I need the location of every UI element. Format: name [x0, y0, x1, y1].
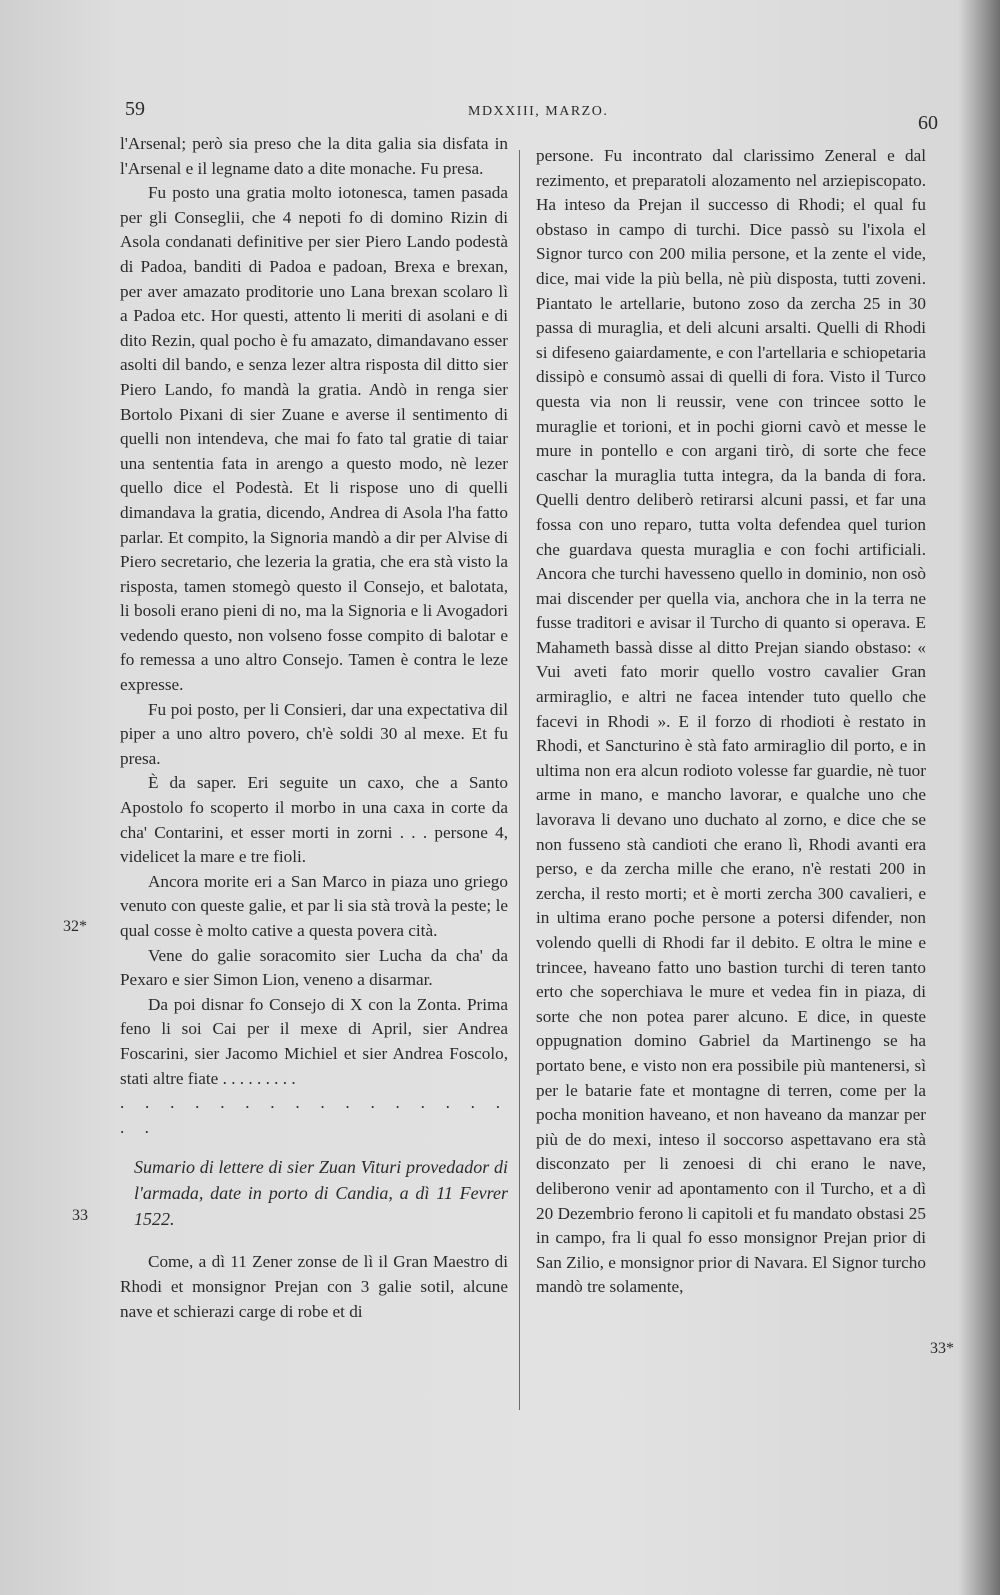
margin-note-33-left: 33: [72, 1207, 88, 1224]
margin-note-32: 32*: [63, 918, 87, 935]
paragraph: È da saper. Eri seguite un caxo, che a Santo Apostolo fo scoperto il morbo in una caxa in corte da cha' Contarini, et esser morti in zorni . . . persone 4, videlicet la mare e tre fioli.: [120, 773, 508, 867]
paragraph: Come, a dì 11 Zener zonse de lì il Gran Maestro di Rhodi et monsignor Prejan con 3 galie sotil, alcune nave et schierazi carge di robe et di: [120, 1252, 508, 1321]
paragraph: Fu poi posto, per li Consieri, dar una expectativa dil piper a uno altro povero, ch'è soldi 30 al mexe. Et fu presa.: [120, 699, 508, 768]
page-number-right: 60: [918, 112, 938, 134]
running-title: MDXXIII, MARZO.: [468, 104, 609, 119]
section-title: Sumario di lettere di sier Zuan Vituri provedador di l'armada, date in porto di Candia, a dì 11 Fevrer 1522.: [134, 1157, 508, 1230]
book-spine-shadow: [958, 0, 1000, 1595]
column-divider: [519, 150, 520, 1410]
ellipsis-line: . . . . . . . . . . . . . . . . . .: [120, 1093, 508, 1137]
right-column: [536, 144, 926, 1300]
paragraph: Da poi disnar fo Consejo di X con la Zonta. Prima feno li soi Cai per il mexe di April, sier Andrea Foscarini, sier Jacomo Michiel et sier Andrea Foscolo, stati altre fiate . . . . . . . . .: [120, 994, 508, 1088]
page-number-left: 59: [125, 98, 145, 120]
paragraph: Fu posto una gratia molto iotonesca, tamen pasada per gli Conseglii, che 4 nepoti fo di domino Rizin di Asola condanati definitive per sier Piero Lando podestà di Padoa, banditi di Padoa e padoan, Brexa e brexan, per aver amazato proditorie uno Lana brexan scolaro lì a Padoa etc. Hor questi, attento li meriti di asolani e di dito Rezin, qual pocho è fu amazato, dimandavano esser asolti dil bando, e senza lezer altra risposta dil ditto sier Piero Lando, fo mandà la gratia. Andò in renga sier Bortolo Pixani di sier Zuane e averse il sentimento di quelli non intendeva, che mai fo fato tal gratie di taiar una sententia fata in arengo a questo modo, nè lezer quello dice el Podestà. Et li rispose uno di quelli dimandava la gratia, dicendo, Andrea di Asola l'ha fatto parlar. Et compito, la Signoria mandò a dir per Alvise di Piero secretario, che lezeria la gratia, che era stà visto la risposta, tamen stomegò questo il Consejo, et balotata, li bosoli erano pieni di no, ma la Signoria e li Avogadori vedendo questo, non volseno fosse compito di balotar e fo remessa a uno altro Consejo. Tamen è contra le leze expresse.: [120, 183, 508, 695]
paragraph: l'Arsenal; però sia preso che la dita galia sia disfata in l'Arsenal e il legname dato a dite monache. Fu presa.: [120, 134, 508, 178]
paragraph: persone. Fu incontrato dal clarissimo Zeneral e dal rezimento, et preparatoli alozamento nel arziepiscopato. Ha inteso da Prejan il successo di Rhodi; el qual fu obstaso in campo di turchi. Dice passò su l'ixola el Signor turco con 200 milia persone, et la zente el vide, dice, mai vide la più bella, nè più disposta, tutti zoveni. Piantato le artellarie, butono zoso da zercha 25 in 30 passa di muraglia, et deli alcuni arsalti. Quelli di Rhodi si difeseno gaiardamente, e con l'artellaria e schiopetaria dissipò e consumò assai di quelli di fora. Visto il Turco questa via non li reussir, vene con trincee sotto le muraglie et torioni, et in pochi giorni cavò et messe le mure in pontello e con argani tirò, di sorte che fece caschar la muraglia tutta integra, da la banda di fora. Quelli dentro deliberò retirarsi alcuni passi, et far una fossa con uno reparo, tutta volta defendea quel turion che guardava questa muraglia e con fochi artificiali. Ancora che turchi havesseno quello in dominio, non osò mai discender per quella via, anchora che in la terra ne fusse traditori e avisar il Turcho di quanto si operava. E Mahameth bassà disse al ditto Prejan siando obstaso: « Vui aveti fato morir quello vostro cavalier Gran armiraglio, e altri ne facea intender tuto quello che facevi in Rhodi ». E il forzo di rhodioti è restato in Rhodi, et Sancturino è stà fato armiraglio dil porto, e in ultima non era alcun rodioto volesse far guardie, nè tuor arme in mano, e mancho lavorar, e qualche uno che lavorava li devano uno duchato al zorno, e dice che se non fusseno stà candioti che erano lì, Rhodi avanti era perso, e da zercha mille che erano, n'è restati 200 in zercha, il resto morti; et è morti zercha 300 cavalieri, e in ultima erano poche persone a potersi difender, non volendo quelli di Rhodi far il debito. E oltra le mine e trincee, haveano fatto uno bastion turchi di teren tanto erto che soperchiava le mure et vedea fin in piaza, di sorte che non potea parer alcuno. E dice, in queste oppugnation domino Gabriel da Martinengo se ha portato bene, e visto non era possibile più mantenersi, sì per le batarie fate et montagne di terren, come per la pocha monition haveano, et non haveano da manzar per più de do mexi, inteso il soccorso aspettavano era stà disconzato per li zenoesi di chi erano le nave, deliberono venir ad apontamento con il Turcho, et a dì 20 Dezembrio ferono li capitoli et fu mandato obstasi 25 in campo, fra li qual fo esso monsignor Prejan prior di San Zilio, e monsignor prior di Navara. El Signor turcho mandò tre solamente,: [536, 146, 926, 1297]
left-column: [120, 132, 508, 1324]
margin-note-33-right: 33*: [930, 1340, 954, 1357]
paragraph: Vene do galie soracomito sier Lucha da cha' da Pexaro e sier Simon Lion, veneno a disarmar.: [120, 945, 508, 990]
paragraph: Ancora morite eri a San Marco in piaza uno griego venuto con queste galie, et par li sia stà trovà la peste; le qual cosse è molto cative a questa povera cità.: [120, 871, 508, 940]
